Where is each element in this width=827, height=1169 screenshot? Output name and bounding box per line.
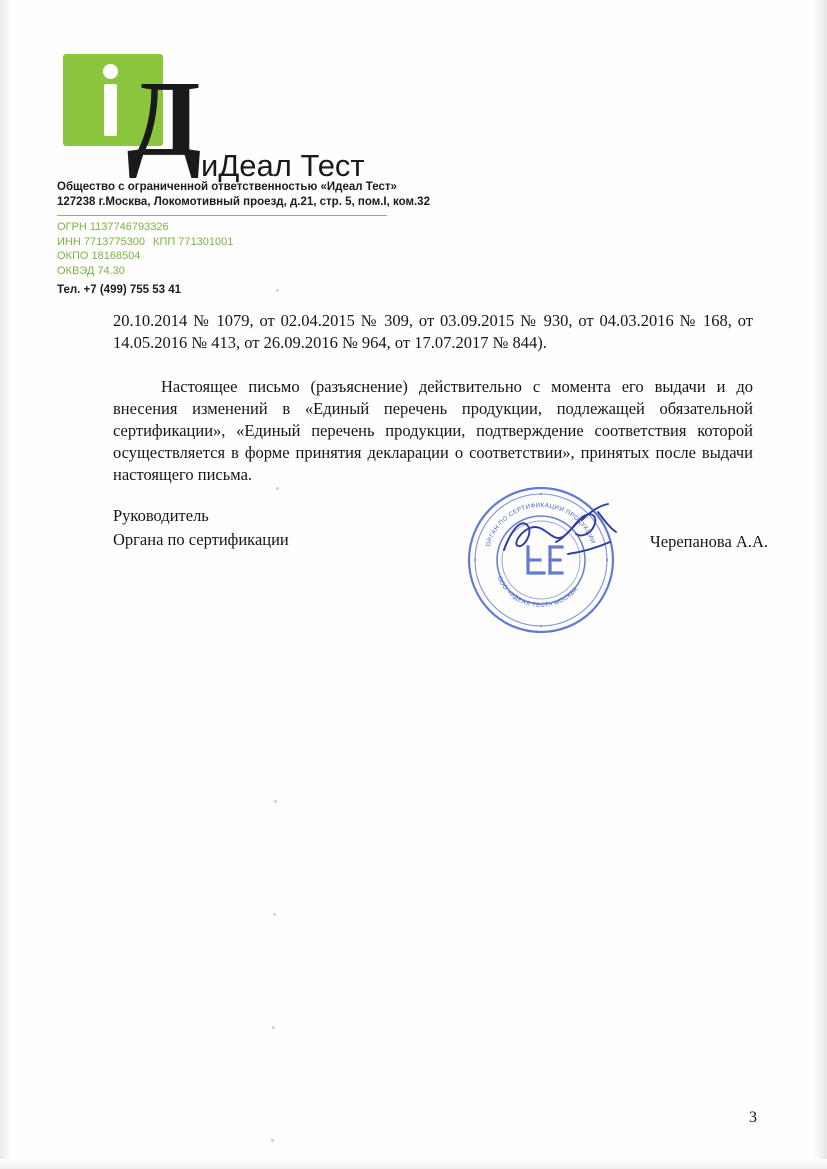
okpo-line: ОКПО 18168504 (57, 250, 141, 262)
logo-letter-d: Д (127, 60, 200, 179)
kpp-value: КПП 771301001 (153, 235, 234, 248)
body-paragraph-1: 20.10.2014 № 1079, от 02.04.2015 № 309, от 03.09.2015 № 930, от 04.03.2016 № 168, от 14.05.2016 № 413, от 26.09.2016 № 964, от 17.07.2017 № 844). (113, 311, 753, 352)
ogrn-line: ОГРН 1137746793326 (57, 221, 169, 233)
signer-role (113, 504, 413, 552)
inn-kpp-line (57, 235, 387, 250)
registration-codes (57, 215, 387, 278)
logo-wordmark (201, 148, 365, 184)
page-number: 3 (749, 1109, 757, 1126)
logo-wordmark-text: иДеал Тест (201, 148, 365, 183)
inn-value: ИНН 7713775300 (57, 235, 146, 248)
company-name: Общество с ограниченной ответственностью «Идеал Тест» (57, 181, 397, 193)
scan-edge-right (813, 0, 827, 1169)
scan-edge-left (0, 0, 12, 1169)
signer-role-line-1: Руководитель (113, 506, 209, 525)
body-paragraph-2: Настоящее письмо (разъяснение) действительно с момента его выдачи и до внесения изменений в «Единый перечень продукции, подлежащей обязательной сертификации», «Единый перечень продукции, подтверждение соответствия которой осуществляется в форме принятия декларации о соответствии», принятых после выдачи настоящего письма. (113, 377, 753, 484)
company-logo (57, 52, 365, 183)
scan-speckle (276, 487, 279, 490)
logo-letter-i-stem-icon (104, 84, 117, 136)
company-phone: Тел. +7 (499) 755 53 41 (57, 284, 182, 296)
logo-letter-i-dot-icon (103, 64, 118, 79)
company-address: 127238 г.Москва, Локомотивный проезд, д.21, стр. 5, пом.I, ком.32 (57, 196, 430, 208)
signer-name: Черепанова А.А. (650, 532, 768, 551)
letter-body (113, 310, 753, 486)
stamp-outer-text-bottom-path: ООО «ИДЕАЛ ТЕСТ» МОСКВА (495, 575, 580, 610)
scan-edge-bottom (0, 1159, 827, 1169)
handwritten-signature-icon (498, 498, 638, 578)
okved-line: ОКВЭД 74.30 (57, 264, 125, 277)
signer-role-line-2: Органа по сертификации (113, 530, 289, 549)
scan-speckle (274, 800, 277, 803)
stamp-outer-text-top-path: ОРГАН ПО СЕРТИФИКАЦИИ ПРОДУКЦИИ (484, 501, 597, 548)
scan-speckle (271, 1139, 274, 1142)
scan-speckle (273, 913, 276, 916)
company-identity (57, 180, 757, 210)
letterhead (57, 52, 757, 296)
scan-speckle (272, 1026, 275, 1029)
